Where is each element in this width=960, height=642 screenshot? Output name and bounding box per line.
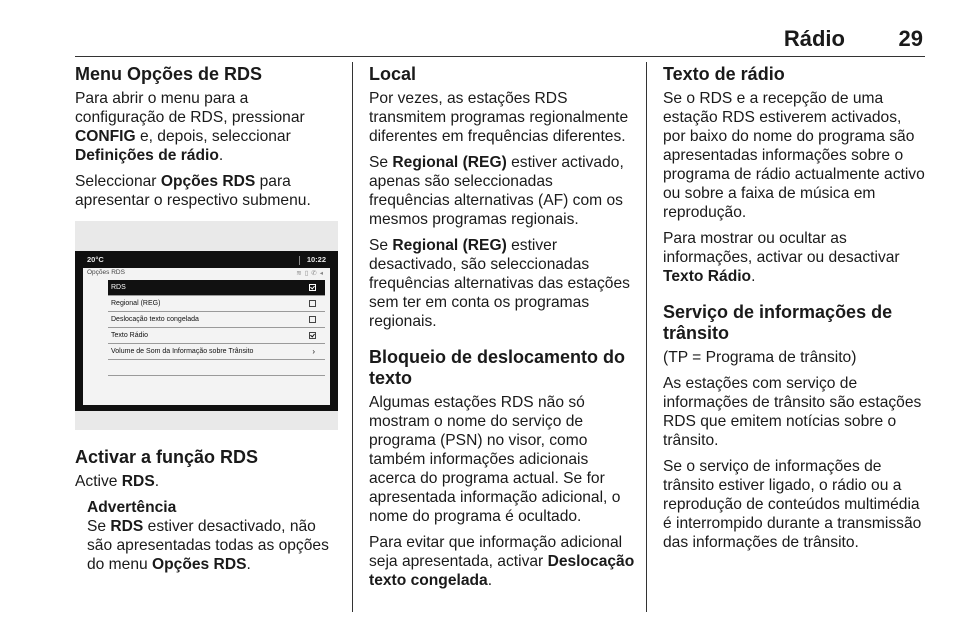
paragraph-traffic-service: Se o serviço de informações de trânsito estiver ligado, o rádio ou a reprodução de conteúdos multimédia é interrompido durante a transmissão das informações de trânsito. xyxy=(663,458,922,551)
term-regional: Regional (REG) xyxy=(392,154,507,171)
menu-item-label: RDS xyxy=(111,284,126,291)
term-regional: Regional (REG) xyxy=(392,237,507,254)
text: Active xyxy=(75,473,122,490)
paragraph-freeze xyxy=(369,533,635,590)
checkbox-icon xyxy=(309,300,316,307)
warning-note xyxy=(87,498,340,574)
term-rds: RDS xyxy=(121,473,155,490)
options-menu xyxy=(108,280,325,376)
term-rds-options: Opções RDS xyxy=(152,556,247,573)
text: estiver desactivado, não são apresentadas todas as opções do menu xyxy=(87,518,329,573)
paragraph-regional-off xyxy=(369,236,635,331)
paragraph-local-intro: Por vezes, as estações RDS transmitem programas regionalmente diferentes em frequências diferentes. xyxy=(369,90,629,145)
text: Para abrir o menu para a configuração de RDS, pressionar xyxy=(75,90,305,126)
text: estiver desactivado, são seleccionadas frequências alternativas das estações sem ter em conta os programas regionais. xyxy=(369,237,630,330)
options-panel xyxy=(83,268,330,405)
menu-item-label: Volume de Som da Informação sobre Trânsito xyxy=(111,348,254,355)
text: Para evitar que informação adicional seja apresentada, activar xyxy=(369,534,623,570)
term-text-freeze: Deslocação texto congelada xyxy=(369,553,635,589)
text: Se xyxy=(87,518,111,535)
spacer xyxy=(369,338,635,347)
page-number: 29 xyxy=(898,26,923,51)
heading-radio-text: Texto de rádio xyxy=(663,64,785,84)
checkbox-icon xyxy=(309,316,316,323)
paragraph-activate xyxy=(75,472,340,491)
checkbox-checked-icon xyxy=(309,332,316,339)
heading-menu-rds: Menu Opções de RDS xyxy=(75,64,263,84)
status-bar xyxy=(83,254,330,266)
paragraph-traffic-stations: As estações com serviço de informações de trânsito são estações RDS que emitem notícias sobre o trânsito. xyxy=(663,375,922,449)
paragraph-psn: Algumas estações RDS não só mostram o nome do serviço de programa (PSN) no visor, como também informações adicionais acerca do programa actual. Se for apresentada informação adicional, o nome do programa é ocultado. xyxy=(369,394,621,525)
signal-icon: ▯ xyxy=(304,270,312,277)
heading-activate-rds: Activar a função RDS xyxy=(75,447,259,467)
menu-item-label: Texto Rádio xyxy=(111,332,148,339)
wifi-icon: ≋ xyxy=(296,270,305,277)
paragraph-open-menu xyxy=(75,89,340,165)
paragraph-tp: (TP = Programa de trânsito) xyxy=(663,349,857,366)
paragraph-select-options xyxy=(75,172,340,210)
phone-icon: ✆ xyxy=(311,270,320,277)
text: . xyxy=(218,147,224,164)
column-3 xyxy=(663,64,928,559)
column-1 xyxy=(75,64,340,217)
text: Se xyxy=(369,237,393,254)
column-1-lower xyxy=(75,447,340,574)
checkbox-checked-icon xyxy=(309,284,316,291)
text: para apresentar o respectivo submenu. xyxy=(75,173,311,209)
text: . xyxy=(246,556,251,573)
menu-item-regional[interactable] xyxy=(108,296,325,312)
column-2 xyxy=(369,64,635,597)
heading-local: Local xyxy=(369,64,417,84)
spacer xyxy=(663,293,928,302)
header-divider xyxy=(75,56,925,57)
menu-item-radio-text[interactable] xyxy=(108,328,325,344)
status-icons xyxy=(296,269,326,277)
menu-item-traffic-volume[interactable] xyxy=(108,344,325,360)
page-header xyxy=(75,26,925,54)
term-rds-options: Opções RDS xyxy=(160,173,256,190)
menu-item-label: Deslocação texto congelada xyxy=(111,316,199,323)
column-divider-2 xyxy=(646,62,647,612)
text: . xyxy=(487,572,493,589)
menu-item-text-freeze[interactable] xyxy=(108,312,325,328)
panel-title: Opções RDS xyxy=(87,269,125,276)
menu-item-rds[interactable] xyxy=(108,280,325,296)
paragraph-toggle-text xyxy=(663,229,928,286)
rds-menu-screenshot xyxy=(75,221,338,430)
clock: 10:22 xyxy=(306,255,326,264)
chevron-right-icon: › xyxy=(312,347,315,356)
text: . xyxy=(751,268,756,285)
column-divider-1 xyxy=(352,62,353,612)
menu-item-label: Regional (REG) xyxy=(111,300,161,307)
heading-traffic: Serviço de informações de trânsito xyxy=(663,302,893,343)
menu-item-empty xyxy=(108,360,325,376)
term-radio-text: Texto Rádio xyxy=(663,268,752,285)
text: estiver activado, apenas são seleccionadas frequências alternativas (AF) com os mesmos programas regionais. xyxy=(369,154,624,228)
display-screen xyxy=(75,251,338,411)
section-title: Rádio xyxy=(783,26,845,51)
text: . xyxy=(154,473,160,490)
text: Para mostrar ou ocultar as informações, activar ou desactivar xyxy=(663,230,900,266)
text: e, depois, seleccionar xyxy=(135,128,291,145)
term-radio-settings: Definições de rádio xyxy=(75,147,219,164)
temperature: 20°C xyxy=(87,255,104,264)
term-config: CONFIG xyxy=(75,128,136,145)
text: Se xyxy=(369,154,393,171)
volume-icon: ◂ xyxy=(319,270,326,277)
heading-text-lock: Bloqueio de deslocamento do texto xyxy=(369,347,626,388)
term-rds: RDS xyxy=(110,518,144,535)
paragraph-radio-text: Se o RDS e a recepção de uma estação RDS estiverem activados, por baixo do nome do programa são apresentadas informações sobre o programa de rádio actualmente activo ou sobre a faixa de música em reprodução. xyxy=(663,90,925,221)
status-separator xyxy=(299,256,300,265)
paragraph-regional-on xyxy=(369,153,635,229)
note-heading: Advertência xyxy=(87,499,177,516)
text: Seleccionar xyxy=(75,173,161,190)
